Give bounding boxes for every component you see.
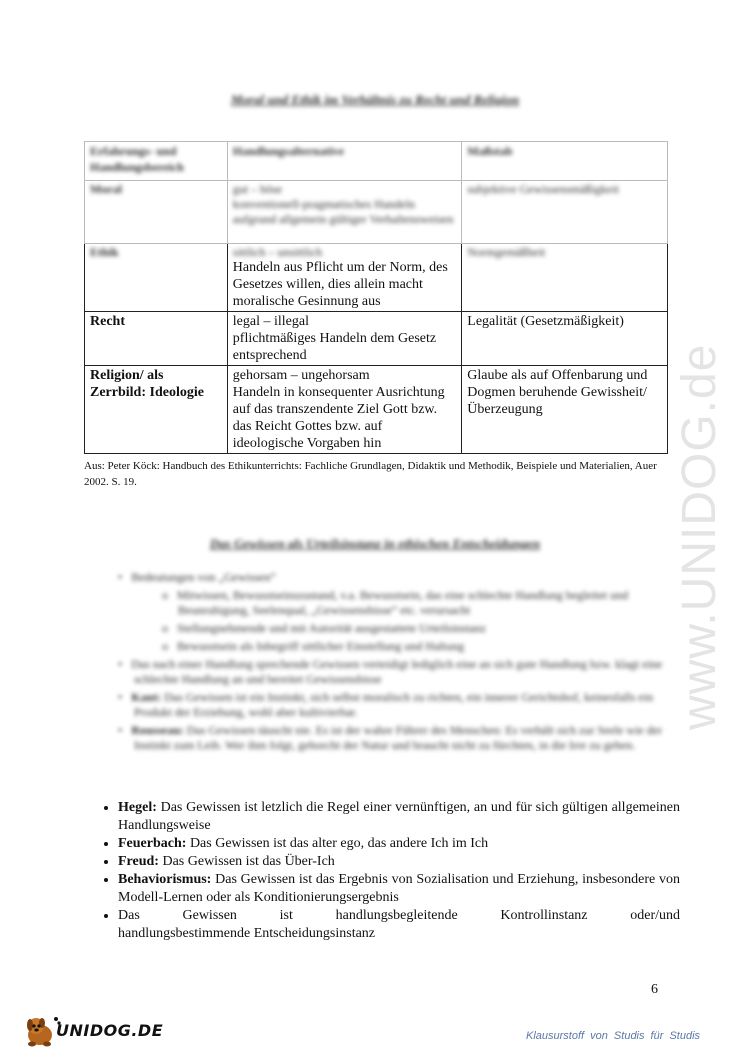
header-measure: Maßstab [462, 142, 668, 181]
cell-area: Recht [85, 312, 228, 366]
list-item: o Bewusstsein als Inbegriff sittlicher Einstellung und Haltung [162, 639, 465, 653]
bullet-label: Behaviorismus: [118, 872, 212, 887]
cell-area [85, 244, 228, 312]
comparison-table [84, 141, 668, 454]
bullet-text: Das Gewissen täuscht nie. Es ist der wahre Führer des Menschen: Es verhält sich zur Seele wie der Instinkt zum Leib. Wer ihm folgt, gehorcht der Natur und braucht nicht zu fürchten, in die Irre zu gehen. [134, 723, 663, 752]
table-header-row [85, 142, 668, 181]
cell-area: Moral [85, 181, 228, 244]
cell-measure [462, 244, 668, 312]
logo-text: UNIDOG.DE [56, 1021, 164, 1040]
bullet-text: Mitwissen, Bewusstseinszustand, v.a. Bewusstsein, das eine schlechte Handlung begleitet und Beunruhigung, Seelenqual, „Gewissensbisse“ etc. verursacht [177, 588, 629, 617]
cell-measure: Glaube als auf Offenbarung und Dogmen beruhende Gewissheit/Überzeugung [462, 366, 668, 454]
bullet-label: Hegel: [118, 800, 157, 815]
cell-area: Religion/ als Zerrbild: Ideologie [85, 366, 228, 454]
page-number: 6 [651, 982, 658, 997]
header-area: Erfahrungs- und Handlungsbereich [85, 142, 228, 181]
footer-slogan: Klausurstoff von Studis für Studis [526, 1030, 701, 1042]
table-row-recht [85, 312, 668, 366]
bullet-text: Stellungnehmende und mit Autorität ausgestattete Urteilsinstanz [177, 621, 486, 635]
bullet-text: Das Gewissen ist ein Instinkt, sich selbst moralisch zu richten, ein innerer Gerichtshof, keinesfalls ein Produkt der Erziehung, wohl aber kultivierbar. [134, 690, 654, 719]
list-item: • Rousseau: Das Gewissen täuscht nie. Es ist der wahre Führer des Menschen: Es verhält sich zur Seele wie der Instinkt zum Leib. Wer ihm folgt, gehorcht der Natur und braucht nicht zu fürchten, in die Irre zu gehen. [118, 723, 663, 752]
cell-alternative: legal – illegal pflichtmäßiges Handeln dem Gesetz entsprechend [227, 312, 461, 366]
bullet-text-continued: handlungsbestimmende Entscheidungsinstanz [118, 926, 376, 941]
cell-alternative: gehorsam – ungehorsam Handeln in konsequenter Ausrichtung auf das transzendente Ziel Gott bzw. das Reicht Gottes bzw. auf ideologische Vorgaben hin [227, 366, 461, 454]
list-item: o Stellungnehmende und mit Autorität ausgestattete Urteilsinstanz [162, 621, 486, 635]
cell-measure-text: Normgemäßheit [467, 245, 546, 259]
bullet-list [100, 799, 680, 943]
table-row-ethik [85, 244, 668, 312]
list-item: • Das nach einer Handlung sprechende Gewissen verteidigt lediglich eine an sich gute Handlung bzw. klagt eine schlechte Handlung an und bereitet Gewissensbisse [118, 657, 663, 686]
bullet-text: Bedeutungen von „Gewissen“ [131, 570, 276, 584]
watermark-text: www.UNIDOG.de [673, 343, 726, 730]
cell-alternative [227, 244, 461, 312]
blurred-bullet-list [118, 570, 664, 756]
table-row-religion [85, 366, 668, 454]
list-item [118, 853, 680, 871]
bullet-text: • Das Gewissen ist handlungsbegleitende Kontrollinstanz oder/und [118, 908, 680, 923]
list-item [118, 799, 680, 835]
list-item [118, 907, 680, 943]
bullet-label: Kant: [131, 690, 162, 704]
bullet-text: Bewusstsein als Inbegriff sittlicher Einstellung und Haltung [177, 639, 465, 653]
cell-measure: Legalität (Gesetzmäßigkeit) [462, 312, 668, 366]
header-alternative: Handlungsalternative [227, 142, 461, 181]
cell-alternative: gut – böse konventionell-pragmatisches Handeln aufgrund allgemein gültiger Verhaltensweisen [227, 181, 461, 244]
bullet-text: Das Gewissen ist letzlich die Regel einer vernünftigen, an und für sich gültigen allgemeinen Handlungsweise [118, 800, 680, 833]
bullet-label: Rousseau: [131, 723, 184, 737]
bullet-label: Feuerbach: [118, 836, 187, 851]
cell-area-text: Ethik [90, 245, 119, 259]
bullet-text: Das Gewissen ist das Über-Ich [158, 854, 335, 869]
source-citation: Aus: Peter Köck: Handbuch des Ethikunterrichts: Fachliche Grundlagen, Didaktik und Methodik, Beispiele und Materialien, Auer 2002. S. 19. [84, 460, 657, 488]
bullet-label: Freud: [118, 854, 159, 869]
list-item [118, 871, 680, 907]
bullet-text: Das Gewissen ist das Ergebnis von Sozialisation und Erziehung, insbesondere von Modell-Lernen oder als Konditionierungsergebnis [118, 872, 680, 905]
list-item: • Bedeutungen von „Gewissen“ [118, 570, 276, 584]
list-item [118, 835, 680, 853]
cell-alternative-blurred: sittlich – unsittlich [232, 245, 323, 259]
cell-measure: subjektive Gewissensmäßigkeit [462, 181, 668, 244]
cell-alternative-text: Handeln aus Pflicht um der Norm, des Gesetzes willen, dies allein macht moralische Gesinnung aus [232, 260, 448, 309]
list-item: • Kant: Das Gewissen ist ein Instinkt, sich selbst moralisch zu richten, ein innerer Gerichtshof, keinesfalls ein Produkt der Erziehung, wohl aber kultivierbar. [118, 690, 654, 719]
list-item: o Mitwissen, Bewusstseinszustand, v.a. Bewusstsein, das eine schlechte Handlung begleitet und Beunruhigung, Seelenqual, „Gewissensbisse“ etc. verursacht [162, 588, 629, 617]
section-title-gewissen: Das Gewissen als Urteilsinstanz in ethischen Entscheidungen [209, 536, 541, 551]
bullet-text: Das Gewissen ist das alter ego, das andere Ich im Ich [186, 836, 489, 851]
bullet-text: Das nach einer Handlung sprechende Gewissen verteidigt lediglich eine an sich gute Handlung bzw. klagt eine schlechte Handlung an und bereitet Gewissensbisse [131, 657, 663, 686]
unidog-logo[interactable] [22, 1011, 162, 1053]
table-row-moral [85, 181, 668, 244]
section-title-moral-ethik: Moral und Ethik im Verhältnis zu Recht und Religion [230, 92, 520, 107]
